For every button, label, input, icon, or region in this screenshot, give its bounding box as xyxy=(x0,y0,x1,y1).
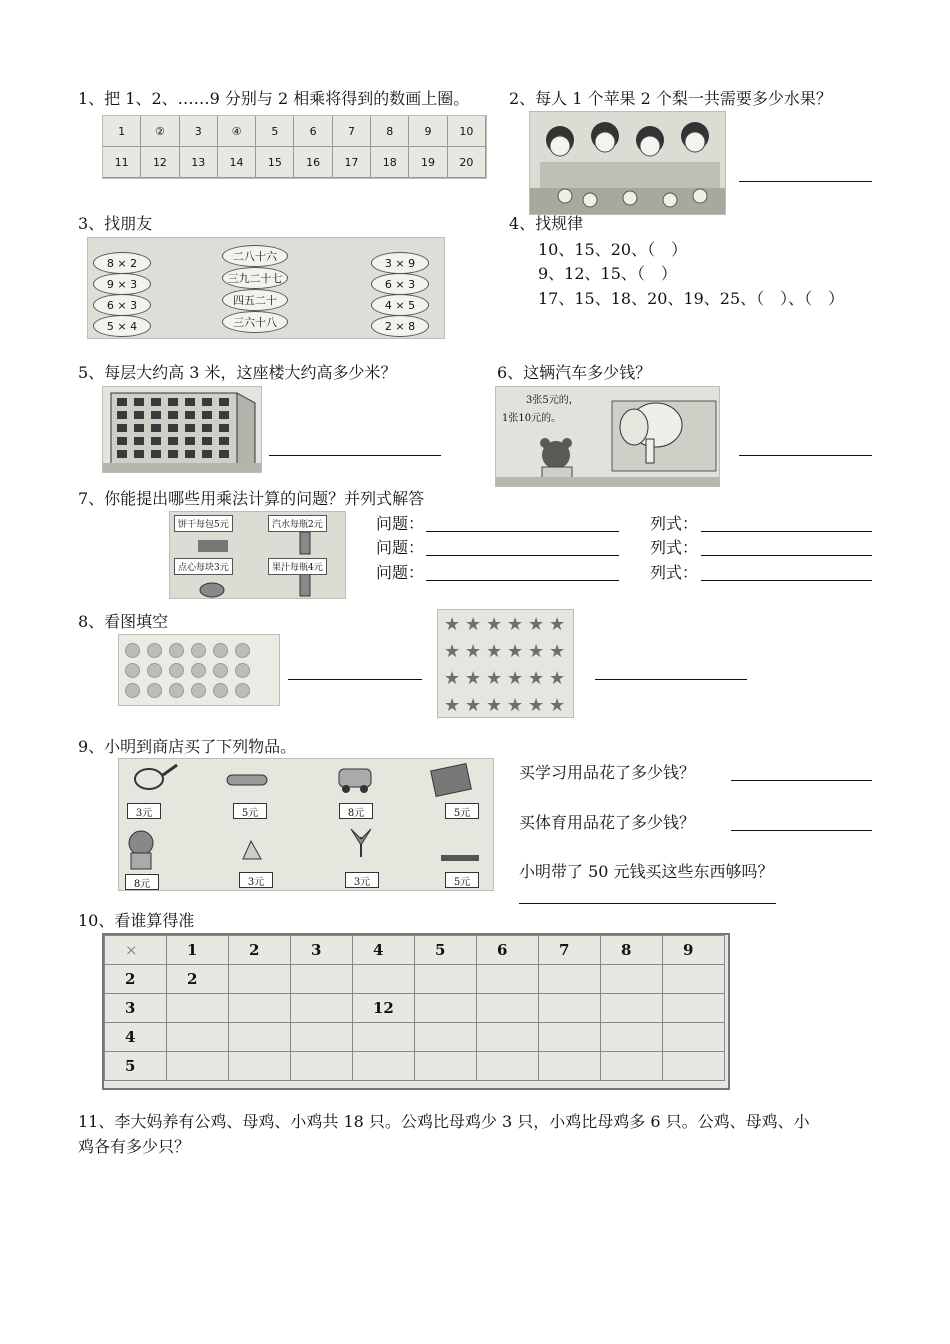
star-icon: ★ xyxy=(549,614,566,635)
question-2-text: 2、每人 1 个苹果 2 个梨一共需要多少水果？ xyxy=(509,89,832,108)
table-cell[interactable] xyxy=(415,1023,477,1052)
right-oval-2: 6 × 3 xyxy=(371,273,429,295)
left-oval-1: 8 × 2 xyxy=(93,252,151,274)
building-window xyxy=(202,424,212,432)
grid-cell[interactable]: 13 xyxy=(180,147,218,178)
grid-cell[interactable]: 8 xyxy=(371,116,409,147)
dot xyxy=(169,683,184,698)
grid-cell[interactable]: 10 xyxy=(448,116,486,147)
question-11-line-2: 鸡各有多少只？ xyxy=(78,1137,191,1156)
table-header-cell: 8 xyxy=(601,936,663,965)
table-cell[interactable] xyxy=(477,965,539,994)
price-note-2: 1张10元的。 xyxy=(502,413,562,424)
table-cell[interactable] xyxy=(167,1052,229,1081)
price-tag-car: 8元 xyxy=(339,803,373,819)
question-line-3[interactable] xyxy=(426,580,619,581)
table-header-cell: 6 xyxy=(477,936,539,965)
building-window xyxy=(168,424,178,432)
table-cell[interactable] xyxy=(167,1023,229,1052)
table-row-header: 2 xyxy=(105,965,167,994)
building-window xyxy=(219,411,229,419)
star-icon: ★ xyxy=(444,614,461,635)
table-cell[interactable] xyxy=(539,965,601,994)
table-header-cell: 5 xyxy=(415,936,477,965)
table-cell[interactable] xyxy=(353,965,415,994)
q9-sub-question-2: 买体育用品花了多少钱？ xyxy=(519,813,696,832)
dot xyxy=(213,643,228,658)
star-icon: ★ xyxy=(507,695,524,716)
dot xyxy=(147,683,162,698)
dot xyxy=(235,683,250,698)
table-cell[interactable] xyxy=(539,1052,601,1081)
table-cell[interactable] xyxy=(291,965,353,994)
table-header-cell: 7 xyxy=(539,936,601,965)
grid-cell[interactable]: 1 xyxy=(103,116,141,147)
middle-oval-3: 四五二十 xyxy=(222,289,288,311)
question-8-text: 8、看图填空 xyxy=(78,612,169,631)
price-note-1: 3张5元的， xyxy=(526,395,579,406)
dot xyxy=(191,663,206,678)
pattern-line-2: 9、12、15、（ ） xyxy=(538,264,677,283)
building-window xyxy=(134,411,144,419)
grid-cell[interactable]: 11 xyxy=(103,147,141,178)
question-4-text: 4、找规律 xyxy=(509,214,584,233)
label-juice: 果汁每瓶4元 xyxy=(268,558,327,575)
building-window xyxy=(185,411,195,419)
star-icon: ★ xyxy=(549,668,566,689)
question-line-2[interactable] xyxy=(426,555,619,556)
table-cell[interactable] xyxy=(663,1052,725,1081)
star-icon: ★ xyxy=(528,614,545,635)
building-window xyxy=(117,411,127,419)
table-cell[interactable] xyxy=(663,1023,725,1052)
q9-answer-line-3[interactable] xyxy=(519,903,776,904)
building-window xyxy=(219,450,229,458)
find-friends-image xyxy=(87,237,445,339)
grid-cell[interactable]: 19 xyxy=(409,147,447,178)
stars-image xyxy=(437,609,574,718)
q9-answer-line-2[interactable] xyxy=(731,830,872,831)
price-tag-book: 5元 xyxy=(445,803,479,819)
table-cell[interactable] xyxy=(291,1052,353,1081)
formula-line-2[interactable] xyxy=(701,555,872,556)
right-oval-1: 3 × 9 xyxy=(371,252,429,274)
star-icon: ★ xyxy=(444,668,461,689)
left-oval-3: 6 × 3 xyxy=(93,294,151,316)
grid-cell[interactable]: 17 xyxy=(333,147,371,178)
table-cell[interactable] xyxy=(601,965,663,994)
building-window xyxy=(185,398,195,406)
q9-sub-question-1: 买学习用品花了多少钱？ xyxy=(519,763,696,782)
table-cell[interactable]: 12 xyxy=(353,994,415,1023)
table-cell[interactable] xyxy=(291,1023,353,1052)
building-window xyxy=(202,437,212,445)
grid-cell[interactable]: 3 xyxy=(180,116,218,147)
table-cell[interactable] xyxy=(229,1023,291,1052)
price-tag-plant: 3元 xyxy=(345,872,379,888)
grid-cell[interactable]: 15 xyxy=(256,147,294,178)
formula-label-3: 列式： xyxy=(650,563,699,582)
building-window xyxy=(168,450,178,458)
building-window xyxy=(168,411,178,419)
star-icon: ★ xyxy=(486,695,503,716)
grid-cell[interactable]: ④ xyxy=(218,116,256,147)
middle-oval-2: 三九二十七 xyxy=(222,267,288,289)
table-cell[interactable] xyxy=(353,1023,415,1052)
question-label-2: 问题： xyxy=(376,538,425,557)
building-window xyxy=(151,437,161,445)
formula-line-3[interactable] xyxy=(701,580,872,581)
star-icon: ★ xyxy=(507,614,524,635)
dots-image xyxy=(118,634,280,706)
pattern-line-1: 10、15、20、（ ） xyxy=(538,240,688,259)
dot xyxy=(125,643,140,658)
grid-cell[interactable]: ② xyxy=(141,116,179,147)
table-header-cell: 1 xyxy=(167,936,229,965)
question-6-text: 6、这辆汽车多少钱？ xyxy=(497,363,652,382)
number-grid xyxy=(102,115,487,179)
q9-sub-question-3: 小明带了 50 元钱买这些东西够吗？ xyxy=(519,862,774,881)
building-window xyxy=(117,424,127,432)
grid-cell[interactable]: 5 xyxy=(256,116,294,147)
table-cell[interactable] xyxy=(601,994,663,1023)
question-5-text: 5、每层大约高 3 米，这座楼大约高多少米？ xyxy=(78,363,397,382)
building-window xyxy=(151,424,161,432)
table-cell[interactable] xyxy=(539,1023,601,1052)
table-cell[interactable] xyxy=(415,994,477,1023)
building-window xyxy=(219,437,229,445)
star-icon: ★ xyxy=(528,695,545,716)
snack-prices-image xyxy=(169,511,346,599)
building-window xyxy=(202,398,212,406)
building-illustration xyxy=(103,387,262,473)
middle-oval-4: 三六十八 xyxy=(222,311,288,333)
dot xyxy=(213,683,228,698)
building-window xyxy=(185,437,195,445)
grid-cell[interactable]: 18 xyxy=(371,147,409,178)
building-window xyxy=(134,398,144,406)
building-window xyxy=(134,424,144,432)
table-cell[interactable]: 2 xyxy=(167,965,229,994)
table-cell[interactable] xyxy=(415,965,477,994)
question-10-text: 10、看谁算得准 xyxy=(78,911,195,930)
label-pastry: 点心每块3元 xyxy=(174,558,233,575)
building-window xyxy=(168,398,178,406)
right-oval-3: 4 × 5 xyxy=(371,294,429,316)
table-cell[interactable] xyxy=(601,1052,663,1081)
q8-dots-answer-line[interactable] xyxy=(288,679,422,680)
table-cell[interactable] xyxy=(353,1052,415,1081)
star-icon: ★ xyxy=(486,641,503,662)
q6-answer-line[interactable] xyxy=(739,455,872,456)
star-icon: ★ xyxy=(465,641,482,662)
dot xyxy=(235,643,250,658)
building-window xyxy=(185,450,195,458)
shop-items-image xyxy=(118,758,494,891)
question-line-1[interactable] xyxy=(426,531,619,532)
table-row-header: 5 xyxy=(105,1052,167,1081)
question-7-text: 7、你能提出哪些用乘法计算的问题？并列式解答 xyxy=(78,489,425,508)
grid-cell[interactable]: 6 xyxy=(294,116,332,147)
star-icon: ★ xyxy=(465,614,482,635)
q5-answer-line[interactable] xyxy=(269,455,441,456)
grid-cell[interactable]: 16 xyxy=(294,147,332,178)
star-icon: ★ xyxy=(507,668,524,689)
building-window xyxy=(202,450,212,458)
table-cell[interactable] xyxy=(601,1023,663,1052)
dot xyxy=(213,663,228,678)
table-cell[interactable] xyxy=(477,1023,539,1052)
building-window xyxy=(151,450,161,458)
table-header-cell: 9 xyxy=(663,936,725,965)
question-1-text: 1、把 1、2、……9 分别与 2 相乘将得到的数画上圈。 xyxy=(78,89,470,108)
grid-cell[interactable]: 14 xyxy=(218,147,256,178)
table-cell[interactable] xyxy=(663,994,725,1023)
table-cell[interactable] xyxy=(477,994,539,1023)
dot xyxy=(169,663,184,678)
table-cell[interactable] xyxy=(229,1052,291,1081)
q9-answer-line-1[interactable] xyxy=(731,780,872,781)
question-label-1: 问题： xyxy=(376,514,425,533)
dot xyxy=(169,643,184,658)
star-icon: ★ xyxy=(444,641,461,662)
table-row-header: 4 xyxy=(105,1023,167,1052)
price-tag-doll: 8元 xyxy=(125,874,159,890)
table-header-cell: × xyxy=(105,936,167,965)
table-header-cell: 2 xyxy=(229,936,291,965)
q2-answer-line[interactable] xyxy=(739,181,872,182)
left-oval-2: 9 × 3 xyxy=(93,273,151,295)
multiplication-table-image xyxy=(102,933,730,1090)
question-11-line-1: 11、李大妈养有公鸡、母鸡、小鸡共 18 只。公鸡比母鸡少 3 只，小鸡比母鸡多 6 只。公鸡、母鸡、小 xyxy=(78,1112,810,1131)
building-window xyxy=(117,437,127,445)
dot xyxy=(125,663,140,678)
multiplication-table xyxy=(104,935,725,1081)
formula-label-1: 列式： xyxy=(650,514,699,533)
table-row-header: 3 xyxy=(105,994,167,1023)
building-window xyxy=(134,450,144,458)
label-biscuit: 饼干每包5元 xyxy=(174,515,233,532)
question-label-3: 问题： xyxy=(376,563,425,582)
building-window xyxy=(151,398,161,406)
star-icon: ★ xyxy=(486,668,503,689)
car-shop-image xyxy=(495,386,720,487)
grid-cell[interactable]: 9 xyxy=(409,116,447,147)
shop-items-illustration xyxy=(119,759,494,891)
price-tag-pencil-case: 5元 xyxy=(233,803,267,819)
grid-cell[interactable]: 7 xyxy=(333,116,371,147)
building-window xyxy=(151,411,161,419)
building-window xyxy=(117,398,127,406)
q8-stars-answer-line[interactable] xyxy=(595,679,747,680)
dot xyxy=(147,643,162,658)
question-3-text: 3、找朋友 xyxy=(78,214,153,233)
table-header-cell: 4 xyxy=(353,936,415,965)
building-window xyxy=(134,437,144,445)
star-icon: ★ xyxy=(549,641,566,662)
middle-oval-1: 二八十六 xyxy=(222,245,288,267)
building-window xyxy=(168,437,178,445)
star-icon: ★ xyxy=(465,668,482,689)
building-window xyxy=(202,411,212,419)
star-icon: ★ xyxy=(528,668,545,689)
table-cell[interactable] xyxy=(229,994,291,1023)
table-cell[interactable] xyxy=(539,994,601,1023)
table-cell[interactable] xyxy=(229,965,291,994)
table-cell[interactable] xyxy=(663,965,725,994)
star-icon: ★ xyxy=(444,695,461,716)
building-window xyxy=(219,424,229,432)
building-window xyxy=(185,424,195,432)
right-oval-4: 2 × 8 xyxy=(371,315,429,337)
left-oval-4: 5 × 4 xyxy=(93,315,151,337)
table-cell[interactable] xyxy=(291,994,353,1023)
grid-cell[interactable]: 12 xyxy=(141,147,179,178)
table-cell[interactable] xyxy=(415,1052,477,1081)
dot xyxy=(147,663,162,678)
grid-cell[interactable]: 20 xyxy=(448,147,486,178)
price-tag-shuttlecock: 3元 xyxy=(239,872,273,888)
star-icon: ★ xyxy=(528,641,545,662)
table-cell[interactable] xyxy=(167,994,229,1023)
pattern-line-3: 17、15、18、20、19、25、（ ）、（ ） xyxy=(538,289,845,308)
formula-line-1[interactable] xyxy=(701,531,872,532)
dot xyxy=(125,683,140,698)
dot xyxy=(191,643,206,658)
dot xyxy=(191,683,206,698)
children-illustration xyxy=(530,112,726,215)
building-window xyxy=(117,450,127,458)
price-tag-pen: 5元 xyxy=(445,872,479,888)
label-soda: 汽水每瓶2元 xyxy=(268,515,327,532)
formula-label-2: 列式： xyxy=(650,538,699,557)
star-icon: ★ xyxy=(465,695,482,716)
star-icon: ★ xyxy=(486,614,503,635)
table-header-cell: 3 xyxy=(291,936,353,965)
star-icon: ★ xyxy=(507,641,524,662)
building-window xyxy=(219,398,229,406)
children-fruit-image xyxy=(529,111,726,215)
price-tag-rope: 3元 xyxy=(127,803,161,819)
dot xyxy=(235,663,250,678)
star-icon: ★ xyxy=(549,695,566,716)
building-image xyxy=(102,386,262,473)
question-9-text: 9、小明到商店买了下列物品。 xyxy=(78,737,297,756)
table-cell[interactable] xyxy=(477,1052,539,1081)
